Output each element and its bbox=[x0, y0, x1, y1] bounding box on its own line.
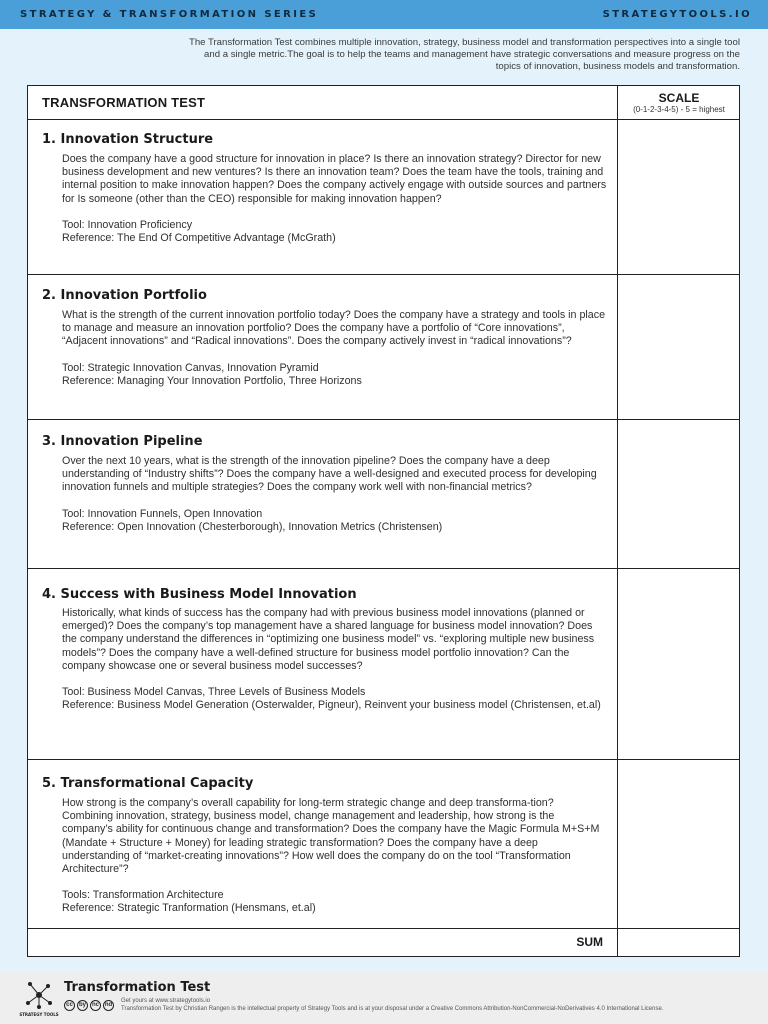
section-tool: Tools: Transformation Architecture bbox=[62, 889, 224, 902]
logo-text: STRATEGY TOOLS bbox=[19, 1012, 59, 1017]
row-divider bbox=[28, 928, 739, 929]
section-innovation-pipeline bbox=[28, 420, 617, 568]
section-title: 5. Transformational Capacity bbox=[42, 776, 254, 791]
table-title: TRANSFORMATION TEST bbox=[42, 95, 206, 110]
cc-icon: cc bbox=[64, 1000, 75, 1011]
footer bbox=[0, 972, 768, 1024]
section-body bbox=[62, 455, 607, 534]
creative-commons-icons bbox=[64, 1000, 114, 1011]
scale-hint: (0-1-2-3-4-5) - 5 = highest bbox=[633, 105, 725, 114]
scale-column-divider bbox=[617, 86, 618, 956]
section-question: Does the company have a good structure for innovation in place? Is there an innovation strategy? Director for new business development and new ventures? Is there an innovation team? Does the team have the tools, training and internal position to make innovation happen? Does the company actively engage with outside sources and partners for Is someone (other than the CEO) responsible for making innovation happen? bbox=[62, 153, 607, 205]
intro-text: The Transformation Test combines multiple innovation, strategy, business model and transformation perspectives into a single tool and a single metric.The goal is to help the teams and management have strategic conversations and measure progress on the topics of innovation, business models and transformation. bbox=[188, 37, 740, 73]
section-reference: Reference: Open Innovation (Chesterborough), Innovation Metrics (Christensen) bbox=[62, 520, 443, 533]
section-tool: Tool: Strategic Innovation Canvas, Innovation Pyramid bbox=[62, 361, 319, 374]
series-label: STRATEGY & TRANSFORMATION SERIES bbox=[20, 9, 319, 20]
site-link[interactable]: STRATEGYTOOLS.IO bbox=[602, 9, 752, 20]
section-body bbox=[62, 797, 607, 916]
section-body bbox=[62, 607, 607, 712]
section-tool: Tool: Innovation Funnels, Open Innovation bbox=[62, 507, 263, 520]
section-question: How strong is the company’s overall capability for long-term strategic change and deep transforma-tion? Combining innovation, strategy, business model, change management and leadership, how strong is the company’s ability for continuous change and transformation? Does the company have the Magic Formula M+S+M (Mandate + Structure + Money) for leading strategic transformation? Does the company have a deep understanding of “market-creating innovations”? How well does the company do on the tool “Transformation Architecture”? bbox=[62, 797, 600, 876]
section-tool: Tool: Innovation Proficiency bbox=[62, 218, 193, 231]
section-reference: Reference: The End Of Competitive Advantage (McGrath) bbox=[62, 232, 336, 245]
footer-license-text: Transformation Test by Christian Rangen is the intellectual property of Strategy Tools and is at your disposal under a Creative Commons Attribution-NonCommercial-NoDerivatives 4.0 International License. bbox=[121, 1006, 664, 1012]
noderivatives-icon: nd bbox=[103, 1000, 114, 1011]
section-reference: Reference: Business Model Generation (Osterwalder, Pigneur), Reinvent your business model (Christensen, et.al) bbox=[62, 699, 601, 712]
section-innovation-portfolio bbox=[28, 275, 617, 419]
section-body bbox=[62, 153, 607, 245]
top-banner bbox=[0, 0, 768, 29]
section-business-model-innovation bbox=[28, 569, 617, 759]
footer-license bbox=[121, 997, 761, 1013]
section-title: 4. Success with Business Model Innovation bbox=[42, 587, 357, 602]
section-question: Over the next 10 years, what is the strength of the innovation pipeline? Does the company have a deep understanding of “Industry shifts”? Does the company have a well-designed and executed process for developing innovation funnels and multiple strategies? Does the company work well with non-financial metrics? bbox=[62, 455, 597, 494]
section-innovation-structure bbox=[28, 120, 617, 274]
sum-label: SUM bbox=[576, 935, 603, 949]
section-reference: Reference: Managing Your Innovation Portfolio, Three Horizons bbox=[62, 374, 362, 387]
section-reference: Reference: Strategic Tranformation (Hensmans, et.al) bbox=[62, 902, 316, 915]
section-title: 3. Innovation Pipeline bbox=[42, 434, 203, 449]
noncommercial-icon: nc bbox=[90, 1000, 101, 1011]
transformation-test-table bbox=[27, 85, 740, 957]
footer-title: Transformation Test bbox=[64, 980, 211, 995]
section-title: 2. Innovation Portfolio bbox=[42, 288, 207, 303]
section-body bbox=[62, 309, 607, 388]
footer-get-yours[interactable]: Get yours at www.strategytools.io bbox=[121, 998, 211, 1004]
strategy-tools-logo-icon bbox=[19, 979, 59, 1019]
section-question: Historically, what kinds of success has the company had with previous business model innovations (planned or emerged)? Does the company’s top management have a shared language for business model innovation? Does the company understand the differences in “optimizing one business model” vs. “exploring multiple new business models”? Does the company have a well-defined structure for business model portfolio innovation? Can the company showcase one or several business model successes? bbox=[62, 607, 595, 672]
scale-label: SCALE bbox=[658, 91, 700, 105]
section-question: What is the strength of the current innovation portfolio today? Does the company have a strategy and tools in place to manage and measure an innovation portfolio? Does the company have a portfolio of “Core innovations”, “Adjacent innovations” and “Radical innovations”. Does the company actively invest in “radical innovations”? bbox=[62, 309, 606, 348]
scale-header bbox=[618, 91, 740, 114]
section-title: 1. Innovation Structure bbox=[42, 132, 214, 147]
attribution-icon: by bbox=[77, 1000, 88, 1011]
section-transformational-capacity bbox=[28, 760, 617, 928]
section-tool: Tool: Business Model Canvas, Three Levels of Business Models bbox=[62, 686, 366, 699]
